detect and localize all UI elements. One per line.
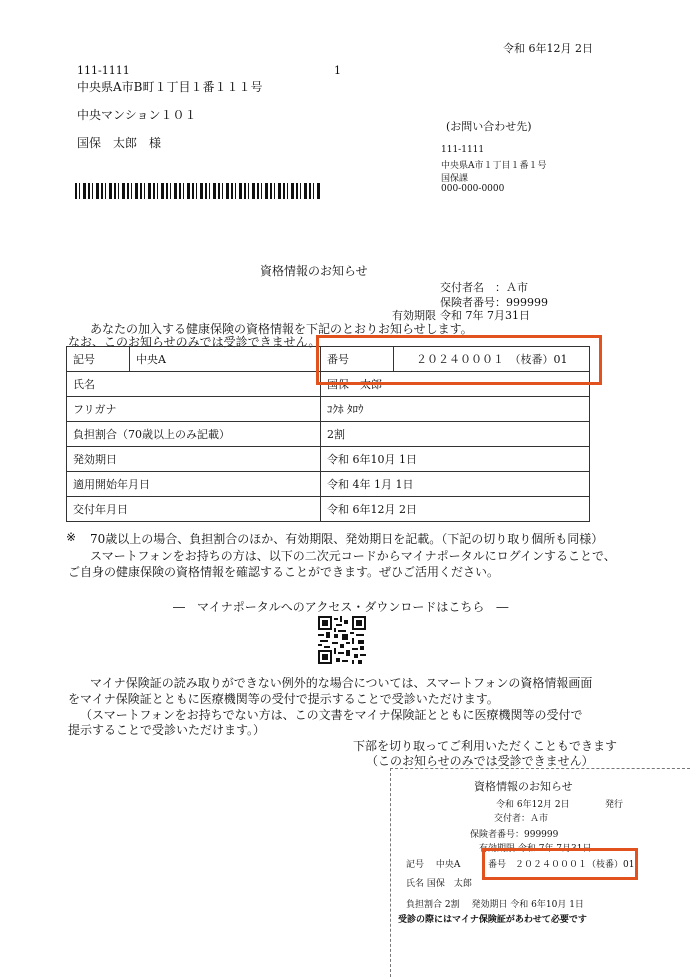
exception-line-1: マイナ保険証の読み取りができない例外的な場合については、スマートフォンの資格情報画面: [90, 676, 593, 690]
row-label: 負担割合（70歳以上のみ記載）: [67, 422, 321, 447]
intro-line-2: なお、このお知らせのみでは受診できません。: [68, 335, 321, 349]
smartphone-line-2: ご自身の健康保険の資格情報を確認することができます。ぜひご活用ください。: [68, 565, 500, 579]
cut-line-vertical: [390, 768, 391, 977]
card-validity: 有効期限 令和 7年 7月31日: [479, 844, 592, 854]
table-row: [67, 422, 590, 447]
exception-line-4: 提示することで受診いただけます。）: [68, 723, 266, 737]
contact-address: 中央県A市１丁目１番１号: [441, 161, 547, 171]
smartphone-line-1: スマートフォンをお持ちの方は、以下の二次元コードからマイナポータルにログインすることで、: [90, 549, 616, 563]
card-issue-label: 発行: [605, 800, 624, 810]
insurer-number-line: 保険者番号：999999: [440, 296, 548, 309]
intro-line-1: あなたの加入する健康保険の資格情報を下記のとおりお知らせします。: [90, 322, 473, 336]
validity-label: 有効期限: [392, 309, 436, 322]
row-value: 令和 4年 1月 1日: [321, 472, 590, 497]
cut-line-horizontal: [390, 768, 690, 769]
recipient-name: 国保 太郎 様: [77, 136, 162, 150]
mynaportal-heading: ― マイナポータルへのアクセス・ダウンロードはこちら ―: [173, 600, 509, 614]
row-label: 発効期日: [67, 447, 321, 472]
page-number: 1: [334, 64, 341, 77]
highlight-box-number: [316, 335, 602, 385]
document-title: 資格情報のお知らせ: [260, 264, 368, 278]
contact-postal: 111-1111: [441, 145, 485, 155]
table-row: [67, 447, 590, 472]
card-bango: 番号 ２０２４０００１（枝番）01: [488, 860, 635, 870]
cut-line-1: 下部を切り取ってご利用いただくこともできます: [353, 739, 618, 753]
card-burden-line: 負担割合 2割 発効期日 令和 6年10月 1日: [406, 900, 584, 910]
contact-dept: 国保課: [441, 174, 469, 184]
address-line-1: 中央県A市B町１丁目１番１１１号: [77, 80, 263, 94]
address-line-2: 中央マンション１０１: [77, 108, 197, 122]
card-kigo: 記号 中央A: [406, 860, 461, 870]
card-warning: 受診の際にはマイナ保険証があわせて必要です: [398, 915, 587, 925]
table-row: [67, 497, 590, 522]
exception-line-3: （スマートフォンをお持ちでない方は、この文書をマイナ保険証とともに医療機関等の受付で: [80, 708, 583, 722]
card-issue-date: 令和 6年12月 2日: [496, 800, 570, 810]
row-value: ｺｸﾎ ﾀﾛｳ: [321, 397, 590, 422]
table-row: [67, 397, 590, 422]
row-value: 国保 太郎: [321, 372, 590, 397]
note-line: 70歳以上の場合、負担割合のほか、有効期限、発効期日を記載。（下記の切り取り個所も同様）: [90, 532, 604, 546]
card-name: 氏名 国保 太郎: [406, 879, 472, 889]
row-value: 2割: [321, 422, 590, 447]
note-mark: ※: [66, 530, 77, 544]
kigo-value: 中央A: [130, 347, 321, 372]
row-value: 令和 6年12月 2日: [321, 497, 590, 522]
bango-value: ２０２４０００１ （枝番）01: [394, 347, 590, 372]
contact-phone: 000-000-0000: [441, 184, 505, 194]
row-label: 適用開始年月日: [67, 472, 321, 497]
row-label: 氏名: [67, 372, 321, 397]
table-row: [67, 472, 590, 497]
issuer-line: 交付者名 ：Ａ市: [440, 281, 528, 294]
row-label: 交付年月日: [67, 497, 321, 522]
row-label: フリガナ: [67, 397, 321, 422]
kigo-label: 記号: [67, 347, 130, 372]
postal-barcode: [75, 183, 320, 199]
card-issuer: 交付者：Ａ市: [494, 814, 549, 824]
bango-label: 番号: [321, 347, 394, 372]
issue-date: 令和 6年12月 2日: [503, 42, 593, 55]
postal-code: 111-1111: [77, 64, 130, 77]
card-insurer-number: 保険者番号：999999: [470, 830, 559, 840]
exception-line-2: をマイナ保険証とともに医療機関等の受付で提示することで受診いただけます。: [68, 692, 499, 706]
validity-value: 令和 7年 7月31日: [440, 309, 530, 322]
cut-line-2: （このお知らせのみでは受診できません）: [366, 754, 594, 768]
qr-code[interactable]: [317, 615, 367, 665]
card-title: 資格情報のお知らせ: [474, 780, 573, 793]
highlight-box-card-number: [482, 848, 638, 880]
contact-title: (お問い合わせ先): [446, 120, 532, 133]
row-value: 令和 6年10月 1日: [321, 447, 590, 472]
